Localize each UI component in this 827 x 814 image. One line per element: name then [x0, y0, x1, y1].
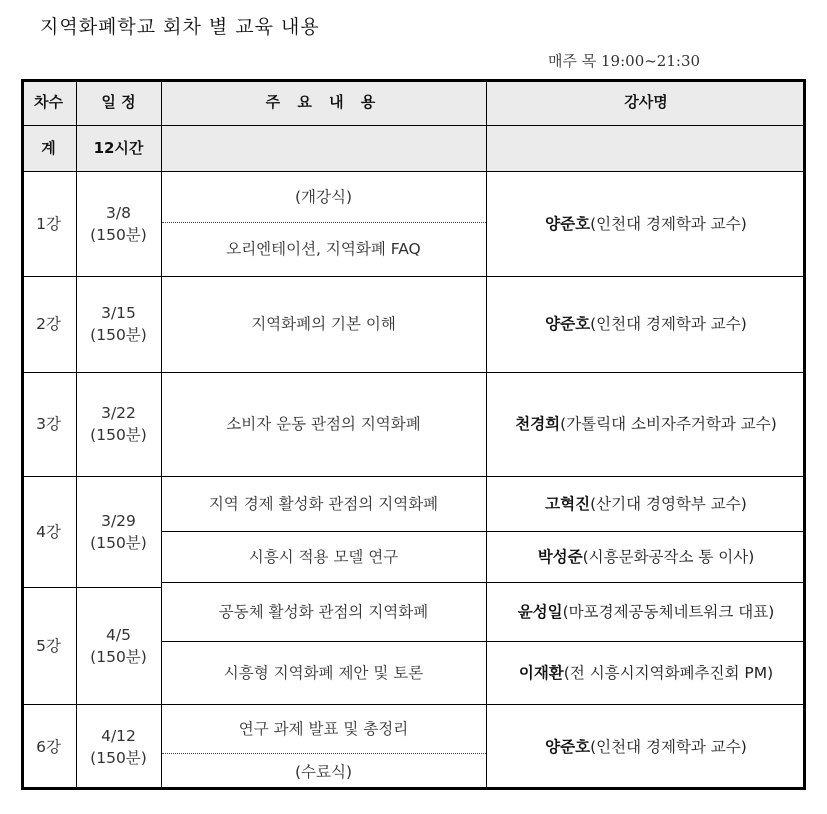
content-cell: (수료식)	[294, 762, 352, 781]
date: 3/8	[106, 203, 131, 222]
session-cell: 1강	[36, 214, 61, 233]
instructor-name: 이재환	[518, 663, 564, 682]
instructor-affiliation: (가톨릭대 소비자주거학과 교수)	[560, 415, 777, 433]
date: 3/22	[101, 404, 136, 422]
instructor-cell	[486, 531, 806, 582]
date: 3/15	[101, 304, 136, 322]
content-cell: 오리엔테이션, 지역화폐 FAQ	[226, 240, 421, 258]
content-cell: 시흥형 지역화폐 제안 및 토론	[223, 663, 424, 682]
duration: (150분)	[90, 749, 147, 767]
header-instructor: 강사명	[624, 93, 668, 111]
instructor-cell	[486, 582, 806, 641]
instructor-cell	[486, 704, 806, 790]
duration: (150분)	[90, 533, 147, 552]
session-cell: 6강	[36, 738, 61, 756]
header-session: 차수	[34, 93, 63, 111]
date-cell	[76, 476, 161, 587]
instructor-cell	[486, 276, 806, 372]
session-cell: 5강	[36, 636, 61, 655]
date-cell	[76, 372, 161, 476]
date: 4/5	[106, 625, 131, 644]
session-cell: 4강	[36, 522, 61, 541]
duration: (150분)	[90, 426, 147, 444]
date: 3/29	[101, 511, 136, 530]
date-cell	[76, 276, 161, 372]
instructor-affiliation: (시흥문화공작소 통 이사)	[582, 547, 755, 566]
page-title: 지역화폐학교 회차 별 교육 내용	[40, 16, 320, 38]
content-cell: 시흥시 적용 모델 연구	[248, 547, 399, 566]
instructor-name: 양준호	[545, 315, 591, 333]
instructor-name: 천경희	[515, 415, 561, 433]
date-cell	[76, 704, 161, 790]
instructor-name: 윤성일	[517, 602, 563, 621]
content-cell: 연구 과제 발표 및 총정리	[238, 719, 409, 738]
content-cell: 지역화폐의 기본 이해	[251, 315, 396, 333]
total-hours: 12시간	[93, 139, 144, 157]
content-cell: 공동체 활성화 관점의 지역화폐	[218, 602, 429, 621]
instructor-affiliation: (인천대 경제학과 교수)	[590, 315, 747, 333]
instructor-affiliation: (인천대 경제학과 교수)	[590, 738, 747, 756]
header-content: 주 요 내 용	[265, 93, 382, 111]
instructor-affiliation: (마포경제공동체네트워크 대표)	[562, 602, 775, 621]
instructor-affiliation: (인천대 경제학과 교수)	[590, 214, 747, 233]
date-cell	[76, 171, 161, 276]
instructor-name: 양준호	[545, 214, 591, 233]
duration: (150분)	[90, 647, 147, 666]
instructor-affiliation: (산기대 경영학부 교수)	[590, 494, 747, 513]
instructor-affiliation: (전 시흥시지역화폐추진회 PM)	[563, 663, 774, 682]
instructor-cell	[486, 476, 806, 531]
total-label: 계	[41, 139, 56, 157]
instructor-cell	[486, 171, 806, 276]
instructor-cell	[486, 372, 806, 476]
content-cell: 지역 경제 활성화 관점의 지역화폐	[208, 494, 439, 513]
date-cell	[76, 587, 161, 704]
header-date: 일 정	[101, 93, 136, 111]
content-cell: (개강식)	[294, 187, 352, 206]
session-cell: 2강	[36, 315, 61, 333]
content-cell: 소비자 운동 관점의 지역화폐	[226, 415, 421, 433]
schedule-note: 매주 목 19:00~21:30	[548, 52, 701, 70]
duration: (150분)	[90, 326, 147, 344]
instructor-cell	[486, 641, 806, 704]
instructor-name: 고혁진	[545, 494, 591, 513]
date: 4/12	[101, 727, 136, 745]
instructor-name: 양준호	[545, 738, 591, 756]
instructor-name: 박성준	[537, 547, 583, 566]
duration: (150분)	[90, 225, 147, 244]
session-cell: 3강	[36, 415, 61, 433]
